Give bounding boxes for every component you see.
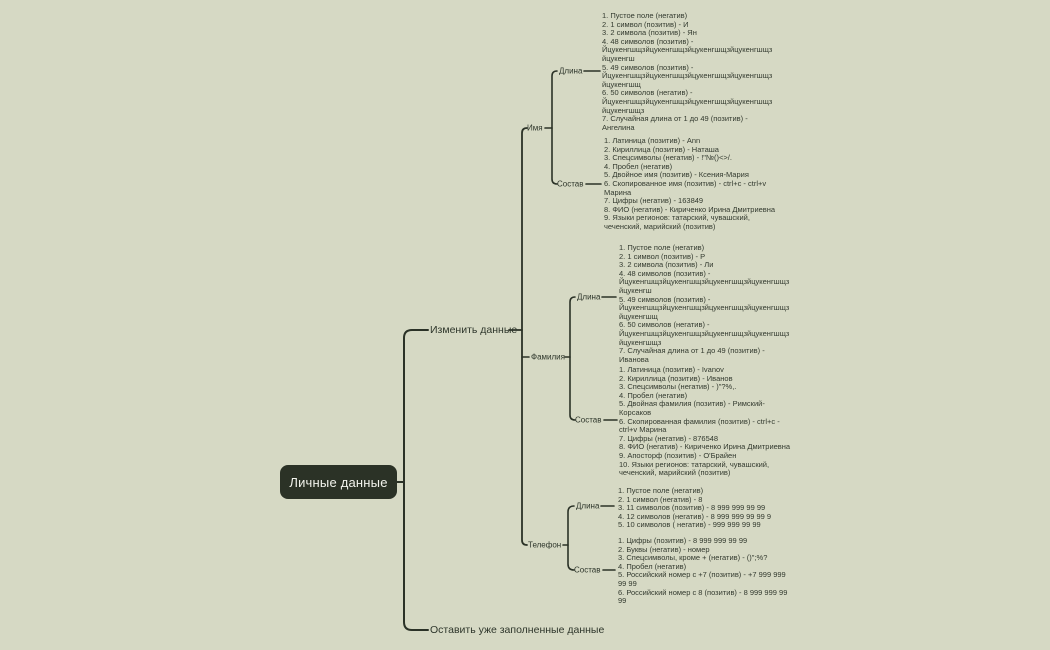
node-change-data[interactable]: Изменить данные xyxy=(430,324,518,336)
test-case-item: 5. Российский номер с +7 (позитив) - +7 999 999 99 99 xyxy=(618,570,786,588)
connector-phone-bracket xyxy=(568,506,574,570)
node-keep-data[interactable]: Оставить уже заполненные данные xyxy=(430,624,605,636)
test-case-item: 4. 48 символов (позитив) - Йцукенгшщзйцукенгшщзйцукенгшщзйцукенгшщзйцукенгш xyxy=(602,36,773,63)
test-case-item: 5. 49 символов (позитив) - Йцукенгшщзйцукенгшщзйцукенгшщзйцукенгшщзйцукенгшщ xyxy=(602,62,773,89)
node-phone[interactable]: Телефон xyxy=(528,540,562,550)
node-phone-composition[interactable]: Состав xyxy=(574,565,601,575)
test-case-item: 1. Пустое поле (негатив) xyxy=(618,486,704,495)
node-surname-length[interactable]: Длина xyxy=(577,292,601,302)
test-case-item: 5. Двойное имя (позитив) - Ксения-Мария xyxy=(604,170,749,180)
test-case-item: 5. 10 символов ( негатив) - 999 999 99 99 xyxy=(618,520,761,530)
list-surname-composition-cases[interactable] xyxy=(619,366,791,478)
connector-root-trunk xyxy=(404,330,428,630)
test-case-item: 5. Двойная фамилия (позитив) - Римский-Корсаков xyxy=(619,399,765,417)
list-phone-length-cases[interactable] xyxy=(618,487,790,530)
test-case-item: 7. Цифры (негатив) - 163849 xyxy=(604,196,704,206)
node-phone-length[interactable]: Длина xyxy=(576,501,600,511)
test-case-item: 5. 49 символов (позитив) - Йцукенгшщзйцукенгшщзйцукенгшщзйцукенгшщзйцукенгшщ xyxy=(619,294,790,321)
test-case-item: 6. Скопированная фамилия (позитив) - ctrl+c - ctrl+v Марина xyxy=(619,416,780,435)
test-case-item: 1. Цифры (позитив) - 8 999 999 99 99 xyxy=(618,536,748,545)
test-case-item: 1. Пустое поле (негатив) xyxy=(619,243,705,252)
connector-name-bracket xyxy=(552,71,557,184)
test-case-item: 6. Скопированное имя (позитив) - ctrl+c - ctrl+v Марина xyxy=(604,178,767,197)
node-name[interactable]: Имя xyxy=(527,123,543,133)
test-case-item: 7. Случайная длина от 1 до 49 (позитив) - Иванова xyxy=(619,346,765,364)
test-case-item: 8. ФИО (негатив) - Кириченко Ирина Дмитриевна xyxy=(619,442,791,452)
test-case-item: 6. 50 символов (негатив) - Йцукенгшщзйцукенгшщзйцукенгшщзйцукенгшщзйцукенгшщз xyxy=(602,88,773,115)
test-case-item: 9. Языки регионов: татарский, чувашский, чеченский, марийский (позитив) xyxy=(604,213,750,231)
test-case-item: 6. 50 символов (негатив) - Йцукенгшщзйцукенгшщзйцукенгшщзйцукенгшщзйцукенгшщз xyxy=(619,320,790,347)
test-case-item: 1. Латиница (позитив) - Ann xyxy=(604,136,701,145)
node-name-length[interactable]: Длина xyxy=(559,66,583,76)
test-case-item: 4. Пробел (негатив) xyxy=(619,390,688,400)
list-name-length-cases[interactable] xyxy=(602,12,774,132)
test-case-item: 4. Пробел (негатив) xyxy=(618,561,687,571)
test-case-item: 4. 48 символов (позитив) - Йцукенгшщзйцукенгшщзйцукенгшщзйцукенгшщзйцукенгш xyxy=(619,268,790,295)
test-case-item: 1. Латиница (позитив) - Ivanov xyxy=(619,365,724,374)
test-case-item: 3. 2 символа (позитив) - Ян xyxy=(602,28,697,38)
node-name-composition[interactable]: Состав xyxy=(557,179,584,189)
test-case-item: 3. Спецсимволы, кроме + (негатив) - ()";%? xyxy=(618,553,768,563)
test-case-item: 2. Кириллица (позитив) - Наташа xyxy=(604,144,719,154)
root-node-label: Личные данные xyxy=(289,474,388,490)
test-case-item: 3. 11 символов (позитив) - 8 999 999 99 99 xyxy=(618,503,766,513)
list-phone-composition-cases[interactable] xyxy=(618,537,790,606)
test-case-item: 7. Цифры (негатив) - 876548 xyxy=(619,433,719,443)
test-case-item: 2. 1 символ (негатив) - 8 xyxy=(618,494,703,504)
test-case-item: 3. 2 символа (позитив) - Ли xyxy=(619,260,714,270)
connector-change-trunk xyxy=(522,128,527,545)
test-case-item: 3. Спецсимволы (негатив) - !"№()<>/. xyxy=(604,153,732,163)
test-case-item: 4. Пробел (негатив) xyxy=(604,161,673,171)
list-name-composition-cases[interactable] xyxy=(604,137,776,232)
test-case-item: 7. Случайная длина от 1 до 49 (позитив) - Ангелина xyxy=(602,114,748,132)
node-surname[interactable]: Фамилия xyxy=(531,352,565,362)
test-case-item: 8. ФИО (негатив) - Кириченко Ирина Дмитриевна xyxy=(604,204,776,214)
test-case-item: 9. Апосторф (позитив) - О'Брайен xyxy=(619,450,737,460)
test-case-item: 10. Языки регионов: татарский, чувашский, чеченский, марийский (позитив) xyxy=(619,459,770,478)
test-case-item: 2. Буквы (негатив) - номер xyxy=(618,544,710,554)
test-case-item: 3. Спецсимволы (негатив) - )"?%,. xyxy=(619,382,737,392)
node-surname-composition[interactable]: Состав xyxy=(575,415,602,425)
test-case-item: 6. Российский номер с 8 (позитив) - 8 999 999 99 99 xyxy=(618,587,788,606)
test-case-item: 4. 12 символов (негатив) - 8 999 999 99 99 9 xyxy=(618,511,772,521)
test-case-item: 2. 1 символ (позитив) - И xyxy=(602,19,689,29)
test-case-item: 1. Пустое поле (негатив) xyxy=(602,11,688,20)
test-case-item: 2. 1 символ (позитив) - Р xyxy=(619,251,706,261)
connector-surname-bracket xyxy=(570,297,575,420)
root-node[interactable] xyxy=(280,465,397,499)
test-case-item: 2. Кириллица (позитив) - Иванов xyxy=(619,373,733,383)
list-surname-length-cases[interactable] xyxy=(619,244,791,364)
